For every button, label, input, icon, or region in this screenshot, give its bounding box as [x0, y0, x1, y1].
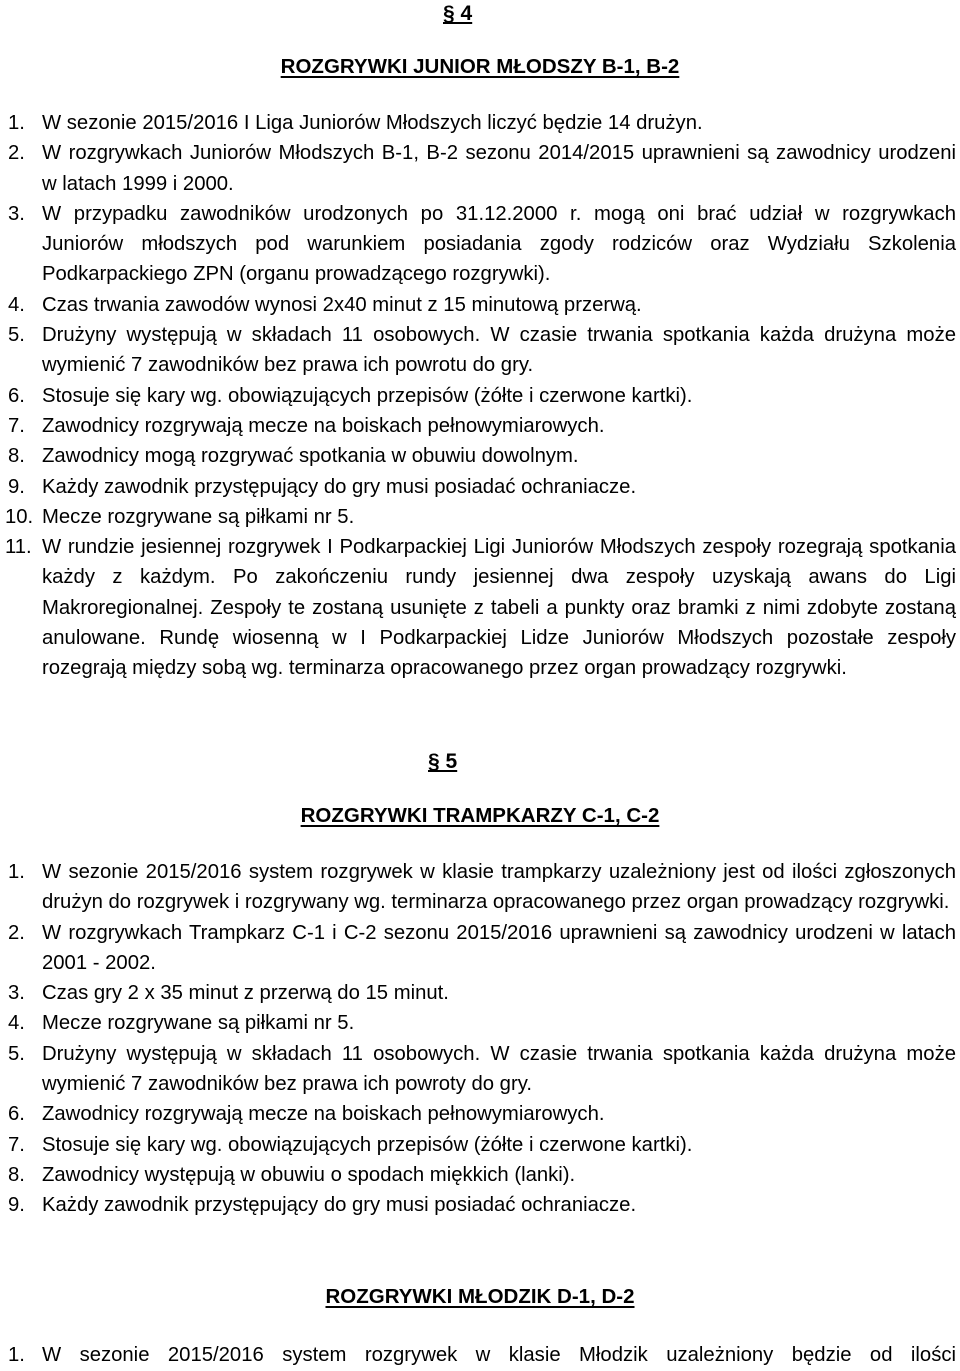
list-item — [0, 1008, 956, 1038]
list-item-text: Mecze rozgrywane są piłkami nr 5. — [42, 1012, 355, 1035]
list-item-number: 2. — [8, 142, 25, 165]
list-item-number: 6. — [8, 384, 25, 407]
list-item-number: 9. — [8, 1194, 25, 1217]
list-item-number: 2. — [8, 921, 25, 944]
list-item-text: Zawodnicy występują w obuwiu o spodach miękkich (lanki). — [42, 1163, 576, 1186]
list-item-text: Drużyny występują w składach 11 osobowych. W czasie trwania spotkania każda drużyna może wymienić 7 zawodników bez prawa ich powrotu do gry. — [42, 324, 956, 377]
section-4-mark: § 4 — [443, 2, 473, 25]
list-item — [0, 918, 956, 979]
list-item — [0, 411, 956, 441]
list-item — [0, 1340, 956, 1370]
list-item — [0, 138, 956, 199]
list-item — [0, 978, 956, 1008]
list-item — [0, 1160, 956, 1190]
list-item-text: W przypadku zawodników urodzonych po 31.12.2000 r. mogą oni brać udział w rozgrywkach Juniorów młodszych pod warunkiem posiadania zgody rodziców oraz Wydziału Szkolenia Podkarpackiego ZPN (organu prowadzącego rozgrywki). — [42, 202, 956, 286]
list-item-text: Zawodnicy rozgrywają mecze na boiskach pełnowymiarowych. — [42, 1103, 605, 1126]
list-item-text: Stosuje się kary wg. obowiązujących przepisów (żółte i czerwone kartki). — [42, 1133, 693, 1156]
list-item-text: W sezonie 2015/2016 I Liga Juniorów Młodszych liczyć będzie 14 drużyn. — [42, 112, 703, 134]
list-item — [0, 857, 956, 918]
list-item-number: 8. — [8, 1163, 25, 1186]
list-item-number: 4. — [8, 1012, 25, 1035]
list-item-number: 1. — [8, 112, 25, 134]
section-mlodzik-title: ROZGRYWKI MŁODZIK D-1, D-2 — [325, 1285, 635, 1308]
list-item-text: Czas trwania zawodów wynosi 2x40 minut z 15 minutową przerwą. — [42, 293, 642, 316]
list-item-text: Każdy zawodnik przystępujący do gry musi posiadać ochraniacze. — [42, 475, 637, 498]
section-4-title: ROZGRYWKI JUNIOR MŁODSZY B-1, B-2 — [280, 55, 680, 78]
list-item-text: W rozgrywkach Juniorów Młodszych B-1, B-2 sezonu 2014/2015 uprawnieni są zawodnicy urodzeni w latach 1999 i 2000. — [42, 142, 956, 195]
list-item-number: 8. — [8, 445, 25, 468]
list-item — [0, 1130, 956, 1160]
list-item-number: 5. — [8, 324, 25, 347]
list-item — [0, 441, 956, 471]
list-item-text: W sezonie 2015/2016 system rozgrywek w klasie trampkarzy uzależniony jest od ilości zgłoszonych drużyn do rozgrywek i rozgrywany wg. terminarza opracowanego przez organ prowadzący rozgrywki. — [42, 861, 956, 914]
list-item-text: W sezonie 2015/2016 system rozgrywek w klasie Młodzik uzależniony będzie od ilości — [42, 1344, 956, 1366]
list-item — [0, 532, 956, 683]
list-item — [0, 320, 956, 381]
list-item-text: W rozgrywkach Trampkarz C-1 i C-2 sezonu 2015/2016 uprawnieni są zawodnicy urodzeni w latach 2001 - 2002. — [42, 921, 956, 974]
list-item-number: 7. — [8, 414, 25, 437]
list-item-text: Każdy zawodnik przystępujący do gry musi posiadać ochraniacze. — [42, 1194, 637, 1217]
section-5-title: ROZGRYWKI TRAMPKARZY C-1, C-2 — [300, 804, 660, 827]
list-item-number: 6. — [8, 1103, 25, 1126]
list-item-number: 5. — [8, 1042, 25, 1065]
section-5-list — [0, 857, 956, 1221]
list-item — [0, 381, 956, 411]
list-item-text: Zawodnicy mogą rozgrywać spotkania w obuwiu dowolnym. — [42, 445, 579, 468]
list-item-number: 7. — [8, 1133, 25, 1156]
list-item-text: Czas gry 2 x 35 minut z przerwą do 15 minut. — [42, 982, 449, 1005]
list-item-number: 3. — [8, 202, 25, 225]
list-item-text: Zawodnicy rozgrywają mecze na boiskach pełnowymiarowych. — [42, 414, 605, 437]
list-item — [0, 502, 956, 532]
list-item — [0, 1039, 956, 1100]
list-item — [0, 199, 956, 290]
list-item-text: Mecze rozgrywane są piłkami nr 5. — [42, 505, 355, 528]
list-item-number: 9. — [8, 475, 25, 498]
list-item-number: 4. — [8, 293, 25, 316]
list-item-text: Drużyny występują w składach 11 osobowych. W czasie trwania spotkania każda drużyna może wymienić 7 zawodników bez prawa ich powroty do gry. — [42, 1042, 956, 1096]
section-mlodzik-list — [0, 1340, 956, 1370]
list-item — [0, 1099, 956, 1129]
section-4-list — [0, 108, 956, 684]
list-item-text: W rundzie jesiennej rozgrywek I Podkarpackiej Ligi Juniorów Młodszych zespoły rozegrają spotkania każdy z każdym. Po zakończeniu rundy jesiennej dwa zespoły uzyskają awans do Ligi Makroregionalnej. Zespoły te zostaną usunięte z tabeli a punkty oraz bramki z nimi zdobyte zostaną anulowane. Rundę wiosenną w I Podkarpackiej Lidze Juniorów Młodszych pozostałe zespoły rozegrają między sobą wg. terminarza opracowanego przez organ prowadzący rozgrywki. — [42, 536, 956, 680]
list-item-number: 1. — [8, 861, 25, 883]
list-item-number: 11. — [5, 536, 32, 559]
list-item-number: 10. — [5, 505, 34, 528]
list-item — [0, 1190, 956, 1220]
section-5-mark: § 5 — [428, 750, 458, 773]
list-item-number: 1. — [8, 1344, 25, 1366]
list-item-number: 3. — [8, 982, 25, 1005]
list-item — [0, 472, 956, 502]
list-item-text: Stosuje się kary wg. obowiązujących przepisów (żółte i czerwone kartki). — [42, 384, 693, 407]
list-item — [0, 290, 956, 320]
list-item — [0, 108, 956, 138]
